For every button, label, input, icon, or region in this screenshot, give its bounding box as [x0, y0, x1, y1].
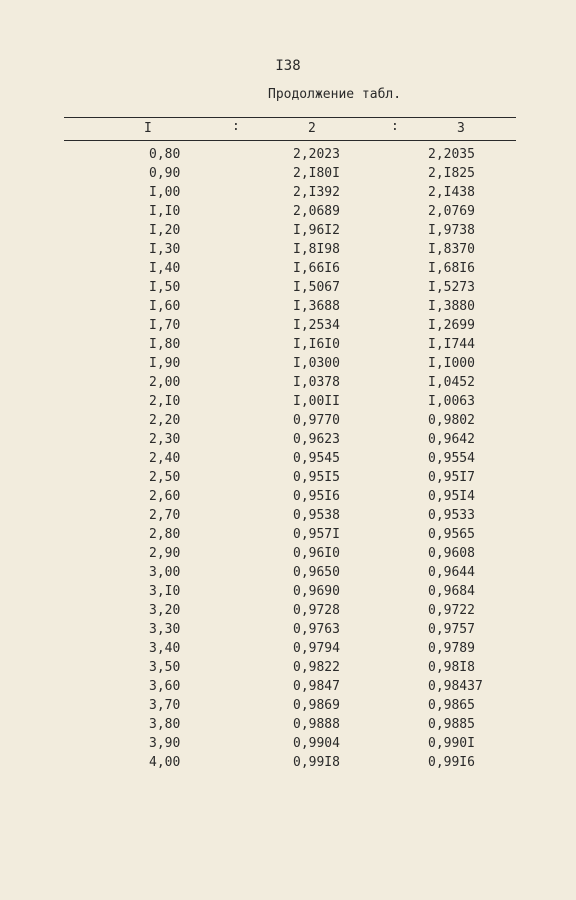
table-cell-col-2: 0,9794 [293, 641, 340, 656]
table-cell-col-2: 0,9770 [293, 413, 340, 428]
table-cell-col-3: 2,2035 [428, 147, 475, 162]
table-cell-col-2: I,5067 [293, 280, 340, 295]
table-row [0, 641, 576, 660]
table-row [0, 166, 576, 185]
table-cell-col-2: 0,9690 [293, 584, 340, 599]
table-cell-col-3: 0,9533 [428, 508, 475, 523]
table-row [0, 223, 576, 242]
table-cell-col-2: 2,0689 [293, 204, 340, 219]
table-row [0, 470, 576, 489]
table-cell-col-1: 3,80 [149, 717, 181, 732]
table-cell-col-3: 0,9789 [428, 641, 475, 656]
table-cell-col-1: I,90 [149, 356, 181, 371]
table-cell-col-3: I,2699 [428, 318, 475, 333]
table-cell-col-3: I,I000 [428, 356, 475, 371]
table-cell-col-3: I,I744 [428, 337, 475, 352]
table-row [0, 432, 576, 451]
table-cell-col-2: 2,2023 [293, 147, 340, 162]
table-row [0, 413, 576, 432]
header-separator-2: : [391, 119, 399, 134]
table-cell-col-3: 0,9757 [428, 622, 475, 637]
table-row [0, 451, 576, 470]
table-row [0, 394, 576, 413]
table-cell-col-2: I,I6I0 [293, 337, 340, 352]
table-cell-col-1: 0,90 [149, 166, 181, 181]
table-cell-col-1: I,20 [149, 223, 181, 238]
table-row [0, 242, 576, 261]
page-number: I38 [275, 58, 301, 74]
table-body [0, 147, 576, 774]
table-cell-col-1: I,30 [149, 242, 181, 257]
table-cell-col-2: I,96I2 [293, 223, 340, 238]
table-cell-col-3: I,5273 [428, 280, 475, 295]
table-row [0, 204, 576, 223]
table-cell-col-1: 2,20 [149, 413, 181, 428]
table-cell-col-1: 3,90 [149, 736, 181, 751]
table-row [0, 375, 576, 394]
table-cell-col-1: 2,30 [149, 432, 181, 447]
table-row [0, 603, 576, 622]
table-cell-col-3: 0,9565 [428, 527, 475, 542]
table-cell-col-3: 0,9642 [428, 432, 475, 447]
table-row [0, 261, 576, 280]
table-row [0, 622, 576, 641]
header-col-3: 3 [457, 121, 465, 136]
table-cell-col-3: 0,95I4 [428, 489, 475, 504]
table-cell-col-1: I,80 [149, 337, 181, 352]
table-cell-col-3: 0,9865 [428, 698, 475, 713]
table-cell-col-1: 3,60 [149, 679, 181, 694]
table-cell-col-1: I,50 [149, 280, 181, 295]
table-cell-col-3: 0,99I6 [428, 755, 475, 770]
table-cell-col-2: I,8I98 [293, 242, 340, 257]
table-cell-col-1: 3,20 [149, 603, 181, 618]
table-cell-col-2: I,2534 [293, 318, 340, 333]
table-cell-col-3: 0,990I [428, 736, 475, 751]
table-row [0, 527, 576, 546]
table-cell-col-3: 0,9802 [428, 413, 475, 428]
table-cell-col-1: I,70 [149, 318, 181, 333]
table-cell-col-1: I,00 [149, 185, 181, 200]
table-row [0, 185, 576, 204]
table-cell-col-2: 0,9728 [293, 603, 340, 618]
table-row [0, 356, 576, 375]
table-cell-col-1: 4,00 [149, 755, 181, 770]
table-cell-col-1: 3,70 [149, 698, 181, 713]
table-row [0, 318, 576, 337]
table-header [64, 121, 516, 139]
table-cell-col-2: 0,99I8 [293, 755, 340, 770]
table-cell-col-3: 0,98437 [428, 679, 483, 694]
table-cell-col-3: 2,0769 [428, 204, 475, 219]
table-cell-col-2: 0,9545 [293, 451, 340, 466]
table-cell-col-1: 2,40 [149, 451, 181, 466]
table-cell-col-1: I,I0 [149, 204, 181, 219]
table-cell-col-1: 2,50 [149, 470, 181, 485]
table-cell-col-2: 0,9650 [293, 565, 340, 580]
table-cell-col-1: I,40 [149, 261, 181, 276]
header-col-1: I [144, 121, 152, 136]
table-row [0, 660, 576, 679]
table-cell-col-3: I,3880 [428, 299, 475, 314]
header-separator-1: : [232, 119, 240, 134]
table-cell-col-3: 0,95I7 [428, 470, 475, 485]
table-cell-col-2: 0,9888 [293, 717, 340, 732]
table-cell-col-2: 0,9904 [293, 736, 340, 751]
table-row [0, 280, 576, 299]
table-cell-col-2: I,0300 [293, 356, 340, 371]
table-cell-col-3: 0,9608 [428, 546, 475, 561]
header-col-2: 2 [308, 121, 316, 136]
table-cell-col-2: 0,9869 [293, 698, 340, 713]
table-cell-col-3: 2,I825 [428, 166, 475, 181]
table-cell-col-3: I,8370 [428, 242, 475, 257]
table-cell-col-2: 0,96I0 [293, 546, 340, 561]
table-cell-col-3: I,9738 [428, 223, 475, 238]
table-cell-col-2: 0,957I [293, 527, 340, 542]
table-row [0, 147, 576, 166]
table-cell-col-3: 0,9684 [428, 584, 475, 599]
table-cell-col-1: 2,60 [149, 489, 181, 504]
table-cell-col-2: 2,I80I [293, 166, 340, 181]
table-row [0, 489, 576, 508]
table-cell-col-1: 0,80 [149, 147, 181, 162]
table-cell-col-3: 0,9554 [428, 451, 475, 466]
table-cell-col-2: 0,9763 [293, 622, 340, 637]
table-cell-col-1: 2,80 [149, 527, 181, 542]
table-cell-col-1: I,60 [149, 299, 181, 314]
table-cell-col-1: 3,00 [149, 565, 181, 580]
table-row [0, 698, 576, 717]
table-cell-col-1: 3,40 [149, 641, 181, 656]
table-cell-col-2: 0,95I5 [293, 470, 340, 485]
table-cell-col-1: 2,I0 [149, 394, 181, 409]
table-cell-col-2: I,0378 [293, 375, 340, 390]
table-cell-col-2: 0,9847 [293, 679, 340, 694]
table-row [0, 584, 576, 603]
table-header-rule [64, 140, 516, 141]
table-row [0, 546, 576, 565]
table-row [0, 565, 576, 584]
table-row [0, 299, 576, 318]
table-cell-col-2: 0,95I6 [293, 489, 340, 504]
table-top-rule [64, 117, 516, 118]
table-cell-col-2: 0,9538 [293, 508, 340, 523]
table-row [0, 679, 576, 698]
table-cell-col-3: 2,I438 [428, 185, 475, 200]
table-cell-col-1: 3,30 [149, 622, 181, 637]
table-row [0, 508, 576, 527]
table-cell-col-3: 0,9722 [428, 603, 475, 618]
table-cell-col-1: 3,50 [149, 660, 181, 675]
table-cell-col-1: 2,70 [149, 508, 181, 523]
table-cell-col-3: 0,9885 [428, 717, 475, 732]
table-cell-col-3: 0,98I8 [428, 660, 475, 675]
table-cell-col-2: I,00II [293, 394, 340, 409]
table-cell-col-1: 2,90 [149, 546, 181, 561]
table-cell-col-2: 2,I392 [293, 185, 340, 200]
table-row [0, 337, 576, 356]
table-cell-col-2: 0,9822 [293, 660, 340, 675]
table-cell-col-2: I,66I6 [293, 261, 340, 276]
table-cell-col-2: 0,9623 [293, 432, 340, 447]
table-caption: Продолжение табл. [268, 87, 402, 102]
table-cell-col-1: 3,I0 [149, 584, 181, 599]
table-cell-col-3: I,68I6 [428, 261, 475, 276]
table-row [0, 717, 576, 736]
table-cell-col-1: 2,00 [149, 375, 181, 390]
table-cell-col-3: I,0452 [428, 375, 475, 390]
table-row [0, 736, 576, 755]
table-cell-col-3: 0,9644 [428, 565, 475, 580]
table-cell-col-2: I,3688 [293, 299, 340, 314]
table-cell-col-3: I,0063 [428, 394, 475, 409]
table-row [0, 755, 576, 774]
